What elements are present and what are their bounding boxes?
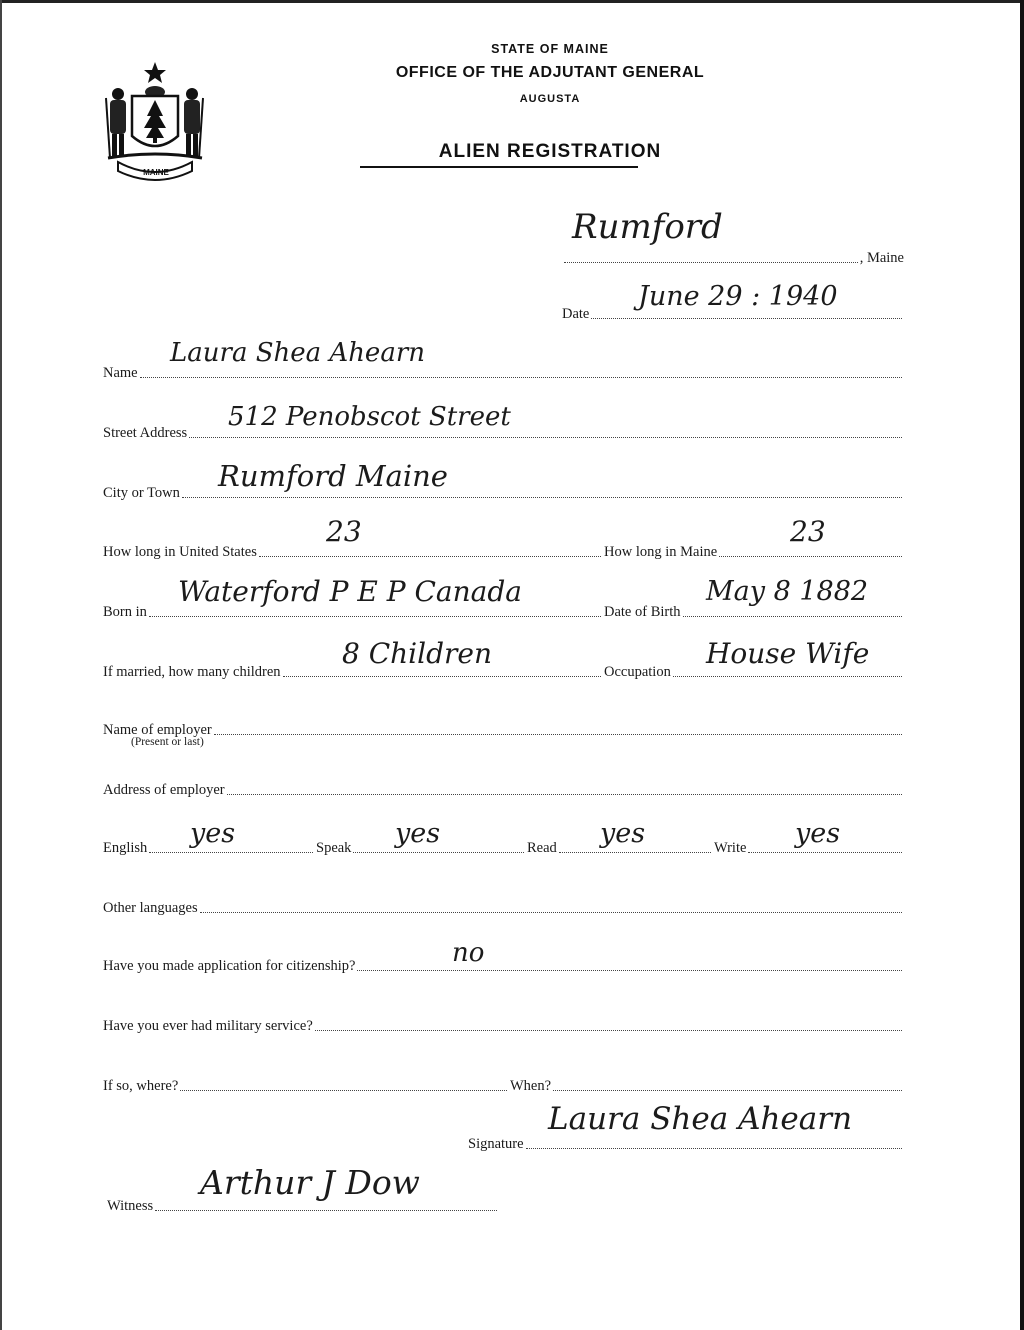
write-dotted-line [748,852,902,853]
citizenship-label: Have you made application for citizenship? [103,957,356,974]
date-value: June 29 : 1940 [638,281,838,312]
born-in-label: Born in [103,603,147,620]
form-title: ALIEN REGISTRATION [438,141,662,162]
citizenship-dotted-line [357,970,902,971]
where-line [103,1068,509,1094]
occupation-value: House Wife [706,637,870,670]
read-dotted-line [559,852,711,853]
employer-dotted-line [214,734,902,735]
employer-sublabel: (Present or last) [131,736,204,748]
other-languages-label: Other languages [103,899,198,916]
state-heading: STATE OF MAINE [491,42,609,56]
maine-years-line [604,534,904,560]
children-value: 8 Children [342,637,492,670]
city-value: Rumford Maine [218,459,448,493]
children-dotted-line [283,676,601,677]
employer-label: Name of employer [103,721,212,738]
maine-years-label: How long in Maine [604,543,718,560]
dob-label: Date of Birth [604,603,681,620]
signature-dotted-line [526,1148,902,1149]
military-dotted-line [315,1030,902,1031]
date-label: Date [562,305,590,322]
scan-border-right [1020,0,1024,1330]
english-dotted-line [149,852,313,853]
where-label: If so, where? [103,1077,179,1094]
employer-address-dotted-line [227,794,902,795]
employer-address-label: Address of employer [103,781,225,798]
military-line [103,1008,904,1034]
seal-banner-text: MAINE [143,168,169,177]
write-value: yes [795,818,841,849]
dob-dotted-line [683,616,902,617]
english-value: yes [190,818,236,849]
military-label: Have you ever had military service? [103,1017,313,1034]
read-label: Read [527,839,557,856]
name-value: Laura Shea Ahearn [170,338,425,368]
city-label: City or Town [103,484,180,501]
us-years-label: How long in United States [103,543,257,560]
maine-years-value: 23 [790,515,826,548]
born-in-value: Waterford P E P Canada [178,575,522,608]
maine-years-dotted-line [719,556,902,557]
city-dotted-line [182,497,902,498]
city-heading: AUGUSTA [519,93,581,105]
speak-dotted-line [353,852,524,853]
witness-value: Arthur J Dow [200,1163,420,1202]
signature-value: Laura Shea Ahearn [548,1101,853,1137]
born-in-dotted-line [149,616,601,617]
citizenship-value: no [452,938,485,968]
speak-label: Speak [316,839,352,856]
office-heading: OFFICE OF THE ADJUTANT GENERAL [395,64,705,81]
where-dotted-line [180,1090,507,1091]
witness-dotted-line [155,1210,497,1211]
write-label: Write [714,839,747,856]
street-value: 512 Penobscot Street [228,402,511,432]
other-languages-line [103,890,904,916]
speak-value: yes [395,818,441,849]
street-label: Street Address [103,424,188,441]
us-years-dotted-line [259,556,601,557]
street-dotted-line [189,437,902,438]
when-line [510,1068,904,1094]
us-years-value: 23 [326,515,362,548]
children-label: If married, how many children [103,663,281,680]
occupation-label: Occupation [604,663,671,680]
location-dotted-line [564,262,858,263]
title-underline [360,166,638,168]
other-languages-dotted-line [200,912,902,913]
occupation-dotted-line [673,676,902,677]
employer-address-line [103,772,904,798]
scan-border-top [0,0,1024,3]
english-label: English [103,839,148,856]
location-suffix: , Maine [859,249,904,266]
read-value: yes [600,818,646,849]
when-dotted-line [553,1090,902,1091]
scan-border-left [0,0,2,1330]
state-seal-icon [100,58,210,183]
employer-line [103,712,904,738]
name-label: Name [103,364,138,381]
signature-label: Signature [468,1135,524,1152]
dob-value: May 8 1882 [706,576,869,607]
citizenship-line [103,948,904,974]
when-label: When? [510,1077,552,1094]
witness-label: Witness [107,1197,154,1214]
location-value: Rumford [572,207,723,247]
name-dotted-line [140,377,902,378]
date-dotted-line [591,318,902,319]
